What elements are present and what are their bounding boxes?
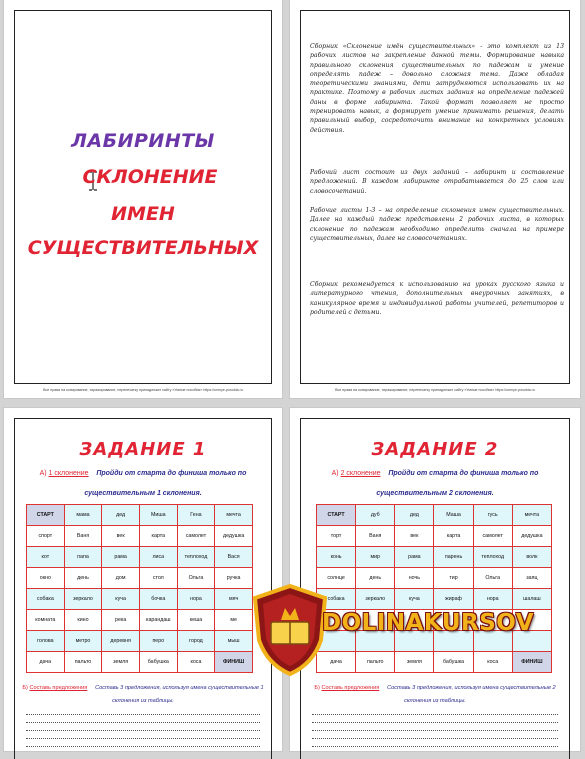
maze-cell[interactable]: куча [395, 589, 434, 610]
maze-cell[interactable]: зеркало [356, 589, 395, 610]
task1-title: ЗАДАНИЕ 1 [79, 439, 207, 460]
maze-cell[interactable]: бабушка [434, 652, 473, 673]
task2-title: ЗАДАНИЕ 2 [371, 439, 499, 460]
maze-cell[interactable]: мир [356, 547, 395, 568]
maze-cell[interactable]: Маша [434, 505, 473, 526]
maze-cell[interactable]: век [395, 526, 434, 547]
maze-cell[interactable]: день [64, 568, 102, 589]
maze-cell[interactable]: дед [395, 505, 434, 526]
maze-cell[interactable]: пальто [356, 652, 395, 673]
intro-paragraph-1: Сборник «Склонение имён существительных» - это комплект из 13 рабочих листов на закрепление данной темы. Формирование навыка правильного склонения существительных по падежам и умение определять падеж – довольно сложная тема. Даже обладая теоретическими знаниями, дети затрудняются использовать их на практике. Поэтому в рабочих листах задания на определение падежей даны в форме лабиринта. Такой формат позволяет не просто тренировать навык, а формирует умение принимать решения, делать правильный выбор, сосредоточить внимание на конкретных условиях действия. [310, 43, 564, 134]
maze-row [27, 589, 253, 610]
maze-cell[interactable]: самолет [473, 526, 512, 547]
maze-cell[interactable]: дача [27, 652, 65, 673]
maze-cell[interactable]: дед [102, 505, 140, 526]
maze-cell[interactable]: Гена [177, 505, 215, 526]
maze-cell[interactable]: дедушка [215, 526, 253, 547]
maze-cell[interactable]: тир [434, 568, 473, 589]
maze-cell[interactable]: теплоход [473, 547, 512, 568]
task1-sentences-text: Составь 3 предложения, используя имена существительные 1 склонения из таблицы. [95, 685, 264, 704]
maze-cell[interactable]: рама [395, 547, 434, 568]
maze-cell[interactable]: мама [64, 505, 102, 526]
maze-row [317, 589, 552, 610]
maze-cell[interactable]: ФИНИШ [512, 652, 551, 673]
maze-row [317, 526, 552, 547]
cover-title-line4: СУЩЕСТВИТЕЛЬНЫХ [27, 237, 259, 259]
maze-cell[interactable]: Ольга [177, 568, 215, 589]
maze-row [27, 652, 253, 673]
maze-cell[interactable]: Миша [139, 505, 177, 526]
answer-line[interactable] [312, 746, 558, 747]
maze-cell[interactable]: ручка [215, 568, 253, 589]
maze-cell[interactable]: карта [434, 526, 473, 547]
maze-cell[interactable]: СТАРТ [317, 505, 356, 526]
cover-page [4, 0, 282, 398]
maze-row [27, 610, 253, 631]
maze-cell[interactable]: куча [102, 589, 140, 610]
task1-maze-grid [26, 504, 253, 673]
maze-cell[interactable]: ме [215, 610, 253, 631]
maze-cell[interactable]: мяч [215, 589, 253, 610]
maze-cell[interactable]: дача [317, 652, 356, 673]
maze-cell[interactable]: самолет [177, 526, 215, 547]
task2-sentences-instruction: Б) Составь предложения Составь 3 предложения, используя имена существительные 2 склонения из таблицы. [314, 685, 556, 704]
maze-row [317, 652, 552, 673]
maze-cell[interactable]: земля [395, 652, 434, 673]
task1-instruction: А) 1 склонение Пройди от старта до финиша только по существительным 1 склонения. [39, 470, 247, 497]
answer-line[interactable] [312, 714, 558, 715]
maze-row [27, 631, 253, 652]
cover-footnote: Все права на копирование, тиражирование, перепечатку принадлежат сайту «Умные пособия» https://umnye-posobia.ru [43, 388, 243, 392]
maze-cell[interactable]: город [177, 631, 215, 652]
answer-line[interactable] [26, 738, 260, 739]
maze-cell[interactable]: карта [139, 526, 177, 547]
maze-cell[interactable]: спорт [27, 526, 65, 547]
maze-cell[interactable]: бабушка [139, 652, 177, 673]
maze-cell[interactable]: лиса [139, 547, 177, 568]
maze-cell[interactable]: карандаш [139, 610, 177, 631]
maze-cell[interactable]: деревня [102, 631, 140, 652]
maze-row [27, 526, 253, 547]
maze-cell[interactable]: ночь [395, 568, 434, 589]
task2-instruction: А) 2 склонение Пройди от старта до финиша только по существительным 2 склонения. [331, 470, 539, 497]
maze-cell[interactable]: парень [434, 547, 473, 568]
answer-line[interactable] [312, 722, 558, 723]
maze-cell[interactable]: ФИНИШ [215, 652, 253, 673]
maze-cell[interactable]: день [356, 568, 395, 589]
maze-cell[interactable]: солнце [317, 568, 356, 589]
intro-paragraph-3: Рабочие листы 1-3 – на определение склонения имен существительных. Далее на каждый падеж представлены 2 рабочих листа, в которых склонение по падежам необходимо определить сначала на примере существительных, далее на словосочетаниях. [310, 207, 564, 242]
maze-row [27, 547, 253, 568]
maze-cell[interactable]: рама [102, 547, 140, 568]
maze-cell[interactable]: зеркало [64, 589, 102, 610]
maze-cell[interactable]: пальто [64, 652, 102, 673]
maze-row [317, 568, 552, 589]
maze-cell[interactable]: коса [177, 652, 215, 673]
cover-title-line3: ИМЕН [111, 203, 175, 225]
maze-cell[interactable]: жираф [434, 589, 473, 610]
maze-cell[interactable]: папа [64, 547, 102, 568]
maze-cell[interactable]: перо [139, 631, 177, 652]
maze-row [317, 547, 552, 568]
maze-cell[interactable]: шалаш [512, 589, 551, 610]
maze-cell[interactable]: конь [317, 547, 356, 568]
maze-cell[interactable]: бочка [139, 589, 177, 610]
maze-cell[interactable]: метро [64, 631, 102, 652]
maze-row [317, 505, 552, 526]
maze-cell[interactable]: река [102, 610, 140, 631]
maze-cell[interactable]: мыш [215, 631, 253, 652]
task1-sentences-instruction: Б) Составь предложения Составь 3 предложения, используя имена существительные 1 склонения из таблицы. [22, 685, 264, 704]
maze-row [27, 505, 253, 526]
maze-cell[interactable]: дом [102, 568, 140, 589]
cover-frame [14, 10, 272, 384]
maze-cell[interactable]: мечта [215, 505, 253, 526]
intro-paragraph-4: Сборник рекомендуется к использованию на уроках русского языка и литературного чтения, дополнительных внеурочных занятиях, в каникулярное время и индивидуальной работы учителей, репетиторов и родителей с детьми. [310, 281, 564, 316]
maze-cell[interactable]: нора [177, 589, 215, 610]
intro-paragraph-2: Рабочий лист состоит из двух заданий – лабиринт и составление предложений. В каждом лабиринте отрабатывается до 25 слов или словосочетаний. [310, 169, 564, 195]
task2-maze-grid [316, 504, 552, 673]
maze-cell[interactable]: кот [27, 547, 65, 568]
maze-cell[interactable]: заяц [512, 568, 551, 589]
maze-cell[interactable]: голова [27, 631, 65, 652]
cover-title-line1: ЛАБИРИНТЫ [71, 130, 215, 152]
watermark-text: DOLINAKURSOV [322, 610, 535, 636]
maze-cell[interactable]: собака [27, 589, 65, 610]
maze-cell[interactable]: волк [512, 547, 551, 568]
maze-cell[interactable]: собака [317, 589, 356, 610]
answer-line[interactable] [312, 738, 558, 739]
maze-cell[interactable]: стол [139, 568, 177, 589]
maze-cell[interactable]: дуб [356, 505, 395, 526]
answer-line[interactable] [26, 746, 260, 747]
maze-row [27, 568, 253, 589]
maze-cell[interactable]: СТАРТ [27, 505, 65, 526]
task1-instruction-text: Пройди от старта до финиша только по существительным 1 склонения. [84, 470, 247, 497]
maze-cell[interactable]: Ваня [64, 526, 102, 547]
maze-cell[interactable]: комната [27, 610, 65, 631]
task1-page [4, 408, 282, 751]
maze-cell[interactable]: мечта [512, 505, 551, 526]
cover-title-line2: СКЛОНЕНИЕ [82, 166, 218, 188]
answer-line[interactable] [26, 722, 260, 723]
maze-cell[interactable]: нора [473, 589, 512, 610]
maze-cell[interactable]: Вася [215, 547, 253, 568]
maze-cell[interactable]: окно [27, 568, 65, 589]
maze-cell[interactable]: кеша [177, 610, 215, 631]
maze-cell[interactable]: гусь [473, 505, 512, 526]
maze-cell[interactable]: кино [64, 610, 102, 631]
task2-page [290, 408, 580, 751]
answer-line[interactable] [312, 730, 558, 731]
maze-cell[interactable]: торт [317, 526, 356, 547]
answer-line[interactable] [26, 730, 260, 731]
watermark-shield-icon [247, 582, 333, 678]
intro-footnote: Все права на копирование, тиражирование, перепечатку принадлежат сайту «Умные пособия» https://umnye-posobia.ru [335, 388, 535, 392]
task2-instruction-text: Пройди от старта до финиша только по существительным 2 склонения. [376, 470, 539, 497]
task2-sentences-text: Составь 3 предложения, используя имена существительные 2 склонения из таблицы. [387, 685, 556, 704]
maze-cell[interactable]: земля [102, 652, 140, 673]
maze-cell[interactable]: дедушка [512, 526, 551, 547]
intro-page [290, 0, 580, 398]
maze-cell[interactable]: теплоход [177, 547, 215, 568]
answer-line[interactable] [26, 714, 260, 715]
maze-cell[interactable]: век [102, 526, 140, 547]
maze-cell[interactable]: Ольга [473, 568, 512, 589]
maze-cell[interactable]: Ваня [356, 526, 395, 547]
maze-cell[interactable]: коса [473, 652, 512, 673]
